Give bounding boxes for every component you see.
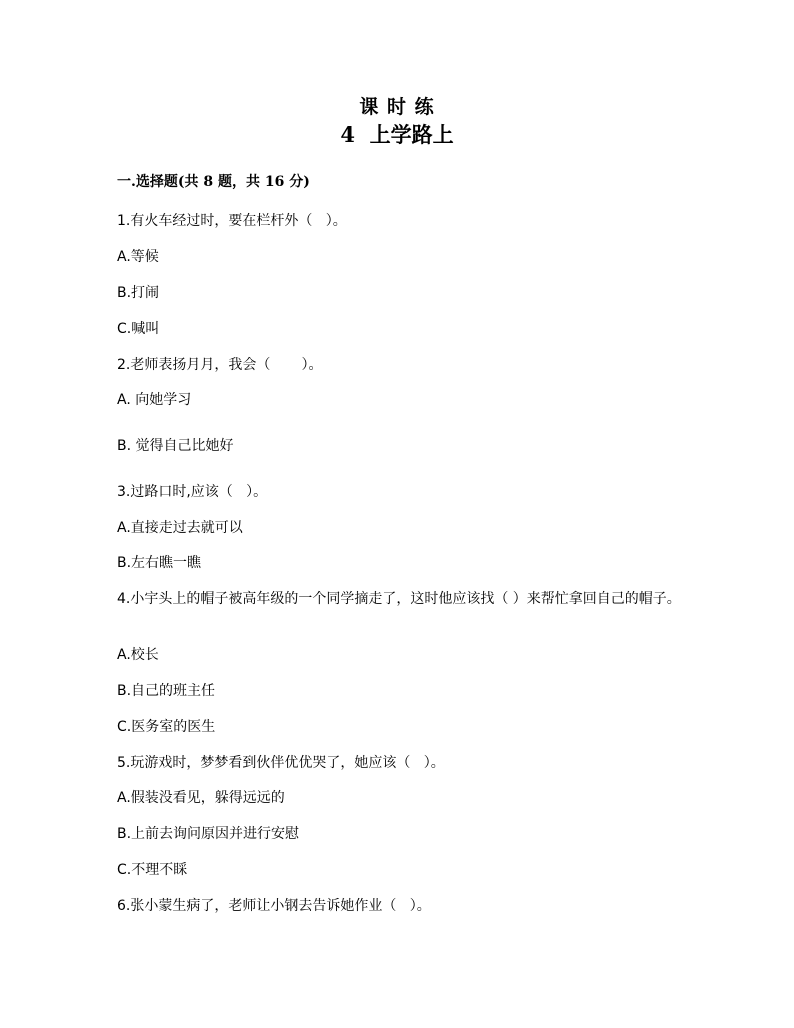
question-5-stem: 5.玩游戏时，梦梦看到伙伴优优哭了，她应该（ ）。 bbox=[117, 755, 445, 771]
question-4-stem: 4.小宇头上的帽子被高年级的一个同学摘走了，这时他应该找（ ）来帮忙拿回自己的帽子。 bbox=[117, 591, 681, 607]
page-title: 课 时 练 bbox=[359, 96, 435, 118]
question-5-option-a[interactable]: A.假装没看见，躲得远远的 bbox=[117, 790, 285, 806]
question-6-stem: 6.张小蒙生病了，老师让小钢去告诉她作业（ ）。 bbox=[117, 898, 431, 914]
question-2-option-a[interactable]: A. 向她学习 bbox=[117, 392, 192, 408]
question-4-option-c[interactable]: C.医务室的医生 bbox=[117, 719, 216, 735]
question-1-option-b[interactable]: B.打闹 bbox=[117, 285, 160, 301]
question-1-option-a[interactable]: A.等候 bbox=[117, 249, 159, 265]
question-4-option-a[interactable]: A.校长 bbox=[117, 647, 159, 663]
question-4-option-b[interactable]: B.自己的班主任 bbox=[117, 683, 216, 699]
question-5-option-c[interactable]: C.不理不睬 bbox=[117, 862, 188, 878]
question-5-option-b[interactable]: B.上前去询问原因并进行安慰 bbox=[117, 826, 300, 842]
section-heading: 一.选择题(共 8 题，共 16 分) bbox=[117, 174, 310, 190]
question-3-option-b[interactable]: B.左右瞧一瞧 bbox=[117, 555, 202, 571]
question-2-option-b[interactable]: B. 觉得自己比她好 bbox=[117, 438, 234, 454]
question-2-stem: 2.老师表扬月月，我会（ ）。 bbox=[117, 357, 323, 373]
question-1-stem: 1.有火车经过时，要在栏杆外（ ）。 bbox=[117, 213, 347, 229]
question-3-option-a[interactable]: A.直接走过去就可以 bbox=[117, 520, 243, 536]
lesson-title: 4 上学路上 bbox=[340, 122, 454, 147]
question-3-stem: 3.过路口时,应该（ ）。 bbox=[117, 484, 268, 500]
question-1-option-c[interactable]: C.喊叫 bbox=[117, 321, 160, 337]
